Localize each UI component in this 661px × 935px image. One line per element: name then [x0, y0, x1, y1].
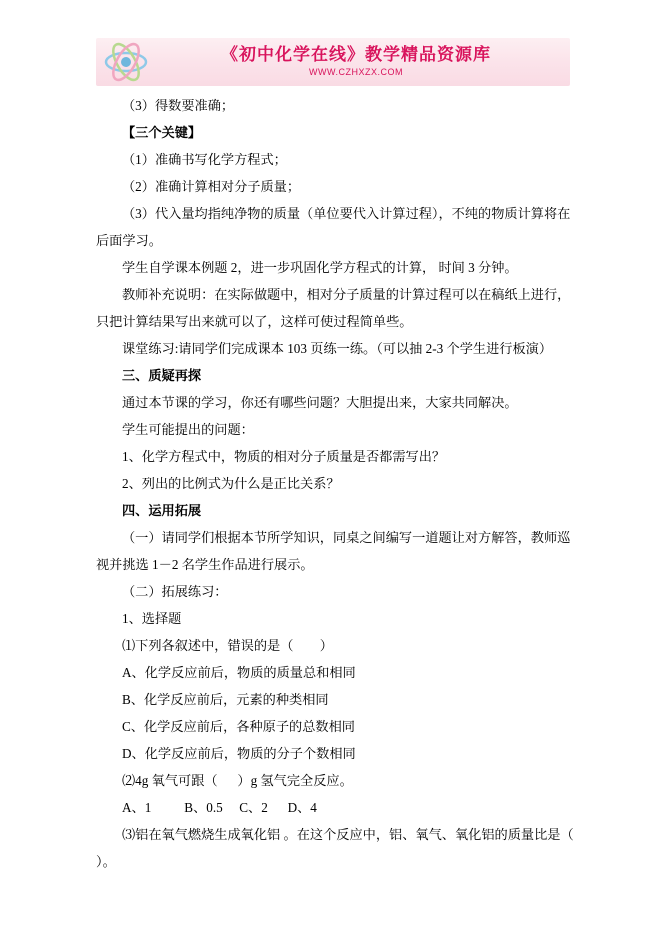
- document-line: 三、质疑再探: [122, 368, 202, 383]
- document-line: 学生可能提出的问题：: [122, 422, 254, 437]
- banner-text-block: [152, 44, 570, 77]
- document-line: （3）代入量均指纯净物的质量（单位要代入计算过程），不纯的物质计算将在后面学习。: [96, 206, 571, 248]
- banner-url: WWW.CZHXZX.COM: [309, 66, 403, 77]
- atom-swirl-logo-icon: [100, 39, 152, 85]
- document-line: ⑵4g 氧气可跟（ ）g 氢气完全反应。: [122, 773, 353, 788]
- document-line: D、化学反应前后，物质的分子个数相同: [122, 746, 356, 761]
- document-line: （二）拓展练习：: [122, 584, 228, 599]
- document-line: （2）准确计算相对分子质量；: [122, 179, 301, 194]
- document-line: 1、选择题: [122, 611, 182, 626]
- document-line: 四、运用拓展: [122, 503, 202, 518]
- document-line: A、1 B、0.5 C、2 D、4: [122, 800, 317, 815]
- document-line: （一）请同学们根据本节所学知识，同桌之间编写一道题让对方解答，教师巡视并挑选 1－2 名学生作品进行展示。: [96, 530, 571, 572]
- document-line: B、化学反应前后，元素的种类相同: [122, 692, 329, 707]
- document-body: [96, 92, 591, 875]
- banner-title: 《初中化学在线》教学精品资源库: [221, 44, 491, 65]
- document-line: 1、化学方程式中，物质的相对分子质量是否都需写出？: [122, 449, 446, 464]
- site-banner: [96, 38, 570, 86]
- document-line: （3）得数要准确；: [122, 98, 235, 113]
- document-line: （1）准确书写化学方程式；: [122, 152, 287, 167]
- document-line: 教师补充说明：在实际做题中，相对分子质量的计算过程可以在稿纸上进行，只把计算结果写出来就可以了，这样可使过程简单些。: [96, 287, 571, 329]
- document-line: 学生自学课本例题 2，进一步巩固化学方程式的计算， 时间 3 分钟。: [122, 260, 518, 275]
- document-line: ⑴下列各叙述中，错误的是（ ）: [122, 638, 333, 653]
- document-line: 【三个关键】: [122, 125, 202, 140]
- document-line: A、化学反应前后，物质的质量总和相同: [122, 665, 356, 680]
- document-line: C、化学反应前后，各种原子的总数相同: [122, 719, 355, 734]
- document-line: 2、列出的比例式为什么是正比关系？: [122, 476, 340, 491]
- document-line: 通过本节课的学习，你还有哪些问题？大胆提出来，大家共同解决。: [122, 395, 518, 410]
- document-line: 课堂练习:请同学们完成课本 103 页练一练。（可以抽 2-3 个学生进行板演）: [122, 341, 553, 356]
- document-line: ⑶铝在氧气燃烧生成氧化铝 。在这个反应中，铝、氧气、氧化铝的质量比是（ ）。: [96, 827, 591, 869]
